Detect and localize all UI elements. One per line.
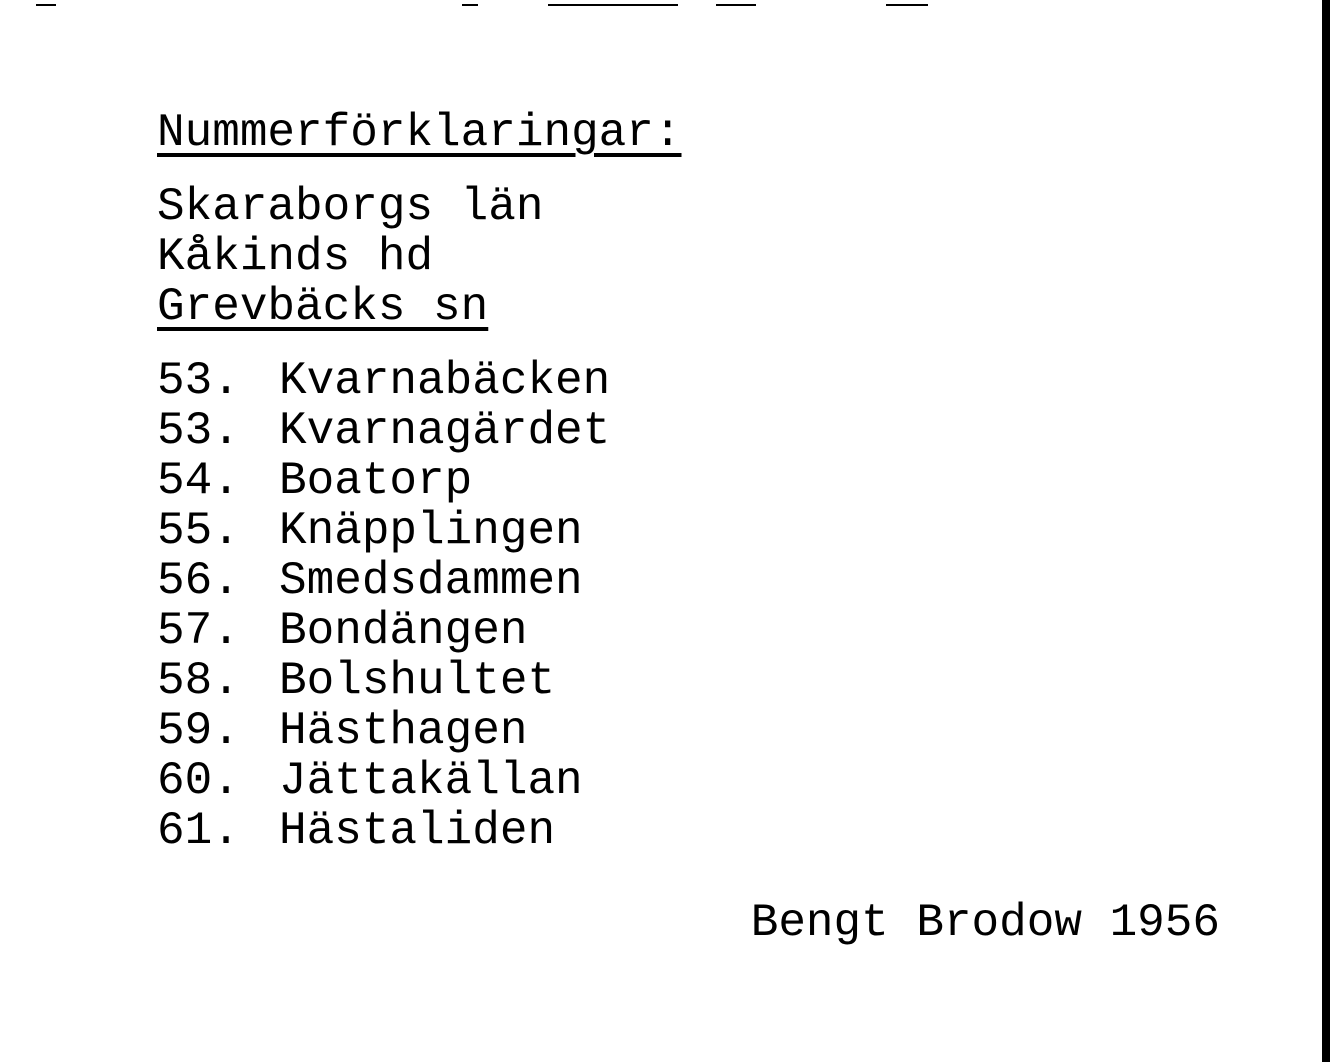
list-item (157, 656, 555, 706)
entry-number: 61. (157, 805, 240, 857)
card-edge (1322, 0, 1330, 1062)
list-item (157, 706, 527, 756)
list-item (157, 506, 583, 556)
entry-name: Smedsdammen (279, 555, 583, 607)
card-heading: Nummerförklaringar: (157, 107, 682, 159)
entry-name: Kvarnabäcken (279, 355, 611, 407)
scan-artifacts (0, 4, 1332, 8)
scan-speck (36, 4, 56, 6)
entry-number: 57. (157, 605, 240, 657)
list-item (157, 556, 583, 606)
list-item (157, 356, 610, 406)
entry-name: Bondängen (279, 605, 528, 657)
entry-number: 58. (157, 655, 240, 707)
entry-number: 55. (157, 505, 240, 557)
entry-number: 56. (157, 555, 240, 607)
entry-name: Bolshultet (279, 655, 556, 707)
scan-speck (548, 4, 678, 6)
entry-number: 54. (157, 455, 240, 507)
entry-name: Hästhagen (279, 705, 528, 757)
entry-name: Kvarnagärdet (279, 405, 611, 457)
entry-name: Boatorp (279, 455, 473, 507)
entry-name: Jättakällan (279, 755, 583, 807)
entry-name: Hästaliden (279, 805, 556, 857)
parish-line: Grevbäcks sn (157, 281, 489, 333)
scan-speck (716, 4, 756, 6)
scan-speck (462, 4, 478, 6)
list-item (157, 806, 555, 856)
county-line: Skaraborgs län (157, 181, 544, 233)
entry-name: Knäpplingen (279, 505, 583, 557)
list-item (157, 606, 527, 656)
entry-number: 53. (157, 405, 240, 457)
list-item (157, 456, 472, 506)
entry-number: 59. (157, 705, 240, 757)
list-item (157, 406, 610, 456)
entry-number: 60. (157, 755, 240, 807)
scan-speck (886, 4, 928, 6)
district-line: Kåkinds hd (157, 231, 434, 283)
list-item (157, 756, 583, 806)
author-signature: Bengt Brodow 1956 (750, 897, 1220, 949)
entry-number: 53. (157, 355, 240, 407)
